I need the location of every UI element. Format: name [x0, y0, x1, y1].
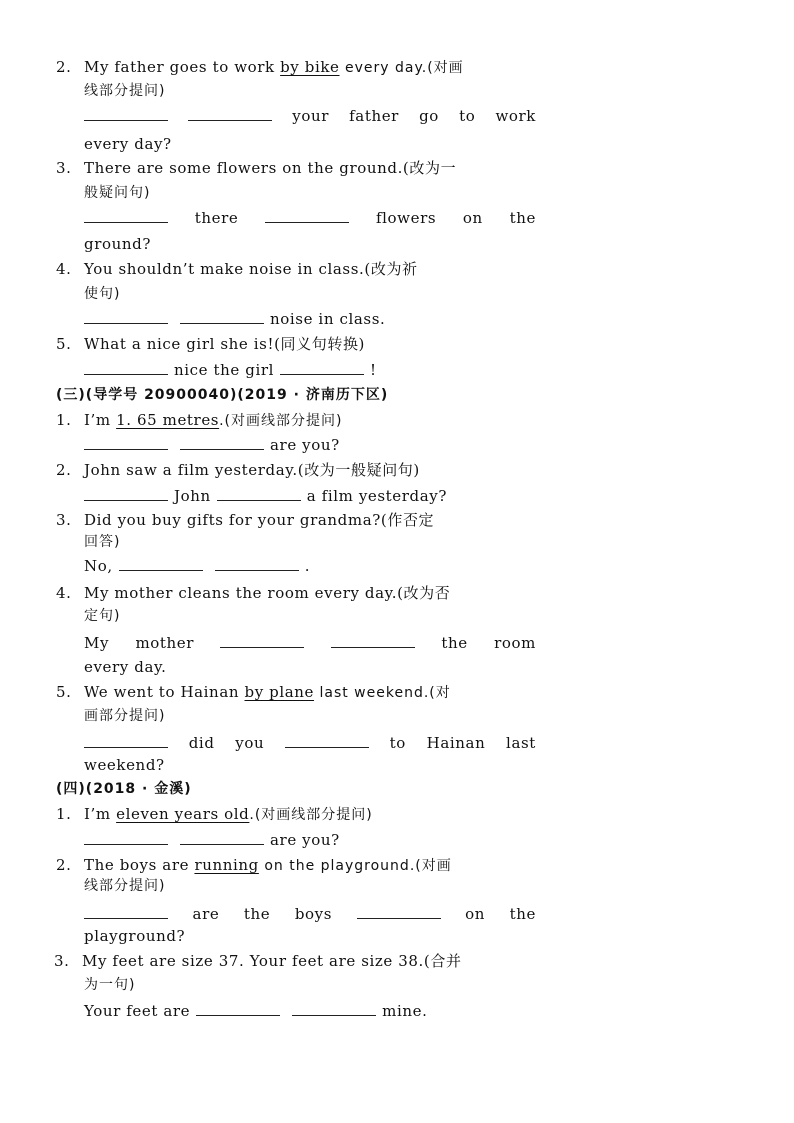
question-number: 2. [56, 461, 72, 479]
q2-line2: 线部分提问) [84, 83, 166, 99]
word: mother [135, 634, 195, 652]
section-4-heading: (四)(2018 · 金溪) [56, 781, 192, 797]
question-text: My mother cleans the room every day.(改为否 [84, 584, 451, 602]
answer-blank[interactable] [119, 556, 203, 571]
answer-blank[interactable] [188, 106, 272, 121]
answer-blank[interactable] [84, 733, 168, 748]
question-text: a film yesterday? [306, 487, 447, 505]
q4-line1 [56, 259, 418, 279]
s4q3-line1 [54, 951, 462, 971]
answer-blank[interactable] [84, 830, 168, 845]
answer-blank[interactable] [180, 435, 264, 450]
word: last [506, 734, 536, 752]
word: the [243, 905, 271, 923]
word: your [292, 107, 329, 125]
answer-blank[interactable] [357, 904, 441, 919]
instruction-text: .(对画线部分提问) [219, 413, 343, 429]
answer-blank[interactable] [217, 486, 301, 501]
underlined-phrase: eleven years old [116, 805, 250, 823]
word: boys [294, 905, 333, 923]
answer-blank[interactable] [331, 633, 415, 648]
s3q3-line3 [84, 556, 310, 576]
q3-line3 [84, 208, 536, 228]
answer-blank[interactable] [215, 556, 299, 571]
word: there [194, 209, 239, 227]
answer-blank[interactable] [292, 1001, 376, 1016]
underlined-phrase: by plane [244, 683, 315, 701]
word: did [188, 734, 215, 752]
question-number: 1. [56, 411, 72, 429]
instruction-text: on the playground.(对画 [258, 858, 452, 874]
answer-blank[interactable] [84, 904, 168, 919]
answer-blank[interactable] [84, 486, 168, 501]
question-text: are you? [270, 436, 340, 454]
question-number: 2. [56, 58, 72, 76]
s4q1-line1 [56, 804, 373, 825]
question-number: 4. [56, 584, 72, 602]
s4q2-line1 [56, 855, 452, 876]
question-number: 1. [56, 805, 72, 823]
answer-blank[interactable] [84, 309, 168, 324]
instruction-text: .(对画线部分提问) [249, 807, 373, 823]
word: the [509, 209, 536, 227]
q2-line4: every day? [84, 135, 172, 153]
section-3-heading: (三)(导学号 20900040)(2019 · 济南历下区) [56, 387, 389, 403]
s3q4-line4: every day. [84, 658, 167, 676]
word: the [509, 905, 536, 923]
s4q2-line3 [84, 904, 536, 924]
answer-blank[interactable] [180, 309, 264, 324]
question-number: 3. [54, 952, 70, 970]
question-text: What a nice girl she is!(同义句转换) [84, 335, 365, 353]
question-number: 3. [56, 511, 72, 529]
question-text: My father goes to work [84, 58, 281, 76]
word: on [462, 209, 483, 227]
question-text: We went to Hainan [84, 683, 245, 701]
answer-blank[interactable] [285, 733, 369, 748]
question-text: There are some flowers on the ground.(改为一 [84, 159, 457, 177]
answer-blank[interactable] [84, 208, 168, 223]
question-text: I’m [84, 411, 117, 429]
question-number: 4. [56, 260, 72, 278]
q4-line2: 使句) [84, 286, 121, 302]
word: on [465, 905, 486, 923]
question-text: are you? [270, 831, 340, 849]
answer-blank[interactable] [280, 360, 364, 375]
word: flowers [375, 209, 437, 227]
s4q3-line3 [84, 1001, 427, 1021]
question-number: 3. [56, 159, 72, 177]
question-number: 2. [56, 856, 72, 874]
answer-blank[interactable] [220, 633, 304, 648]
s4q1-line2 [84, 830, 340, 850]
word: are [192, 905, 220, 923]
word: to [389, 734, 406, 752]
punctuation: ! [370, 361, 377, 379]
q5-line2 [84, 360, 377, 380]
s3q5-line2: 画部分提问) [84, 708, 166, 724]
q4-line3 [84, 309, 385, 329]
s4q2-line4: playground? [84, 927, 186, 945]
punctuation: . [304, 557, 311, 575]
q3-line2: 般疑问句) [84, 185, 151, 201]
underlined-phrase: by bike [280, 58, 340, 76]
q3-line4: ground? [84, 235, 151, 253]
s3q3-line1 [56, 510, 434, 530]
underlined-phrase: 1. 65 metres [116, 411, 220, 429]
s4q2-line2: 线部分提问) [84, 878, 166, 894]
question-text: Your feet are [84, 1002, 191, 1020]
q5-line1 [56, 334, 365, 354]
word: to [459, 107, 476, 125]
instruction-text: last weekend.(对 [314, 685, 451, 701]
question-text: My feet are size 37. Your feet are size 38.(合并 [82, 952, 462, 970]
instruction-text: every day.(对画 [339, 60, 464, 76]
question-text: I’m [84, 805, 117, 823]
word: father [349, 107, 399, 125]
s3q4-line1 [56, 583, 450, 603]
question-text: You shouldn’t make noise in class.(改为祈 [84, 260, 418, 278]
answer-blank[interactable] [84, 435, 168, 450]
answer-blank[interactable] [180, 830, 264, 845]
question-text: noise in class. [270, 310, 386, 328]
s3q5-line4: weekend? [84, 756, 165, 774]
s3q1-line2 [84, 435, 340, 455]
s3q2-line1 [56, 460, 420, 480]
s3q3-line2: 回答) [84, 534, 121, 550]
word: you [235, 734, 265, 752]
s3q4-line3 [84, 633, 536, 653]
q2-line1 [56, 57, 464, 78]
q3-line1 [56, 158, 456, 178]
s3q5-line1 [56, 682, 451, 703]
question-text: No, [84, 557, 113, 575]
word: work [495, 107, 536, 125]
question-text: John saw a film yesterday.(改为一般疑问句) [84, 461, 420, 479]
underlined-phrase: running [194, 856, 259, 874]
answer-blank[interactable] [265, 208, 349, 223]
word: Hainan [426, 734, 486, 752]
question-text: nice the girl [174, 361, 275, 379]
word: the [441, 634, 468, 652]
s3q2-line2 [84, 486, 447, 506]
question-number: 5. [56, 335, 72, 353]
word: room [494, 634, 536, 652]
word: My [84, 634, 110, 652]
answer-blank[interactable] [196, 1001, 280, 1016]
question-text: John [174, 487, 211, 505]
question-text: Did you buy gifts for your grandma?(作否定 [84, 511, 435, 529]
s4q3-line2: 为一句) [84, 977, 136, 993]
question-number: 5. [56, 683, 72, 701]
s3q5-line3 [84, 733, 536, 753]
s3q4-line2: 定句) [84, 608, 121, 624]
answer-blank[interactable] [84, 106, 168, 121]
q2-line3 [84, 106, 536, 126]
question-text: The boys are [84, 856, 195, 874]
word: go [419, 107, 439, 125]
question-text: mine. [382, 1002, 428, 1020]
s3q1-line1 [56, 410, 342, 431]
answer-blank[interactable] [84, 360, 168, 375]
